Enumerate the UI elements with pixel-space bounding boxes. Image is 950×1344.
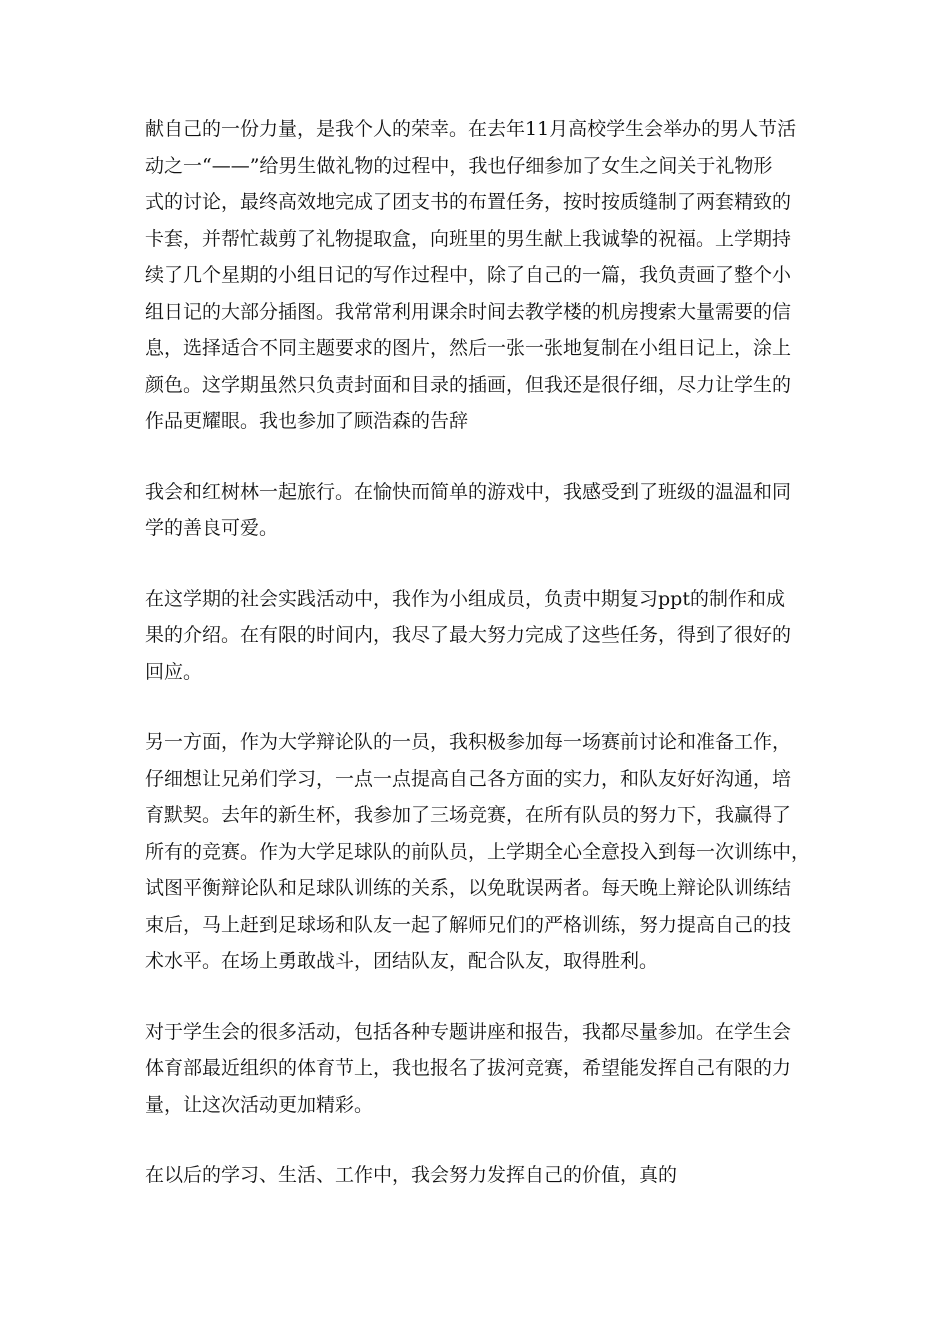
text-line: 另一方面，作为大学辩论队的一员，我积极参加每一场赛前讨论和准备工作， bbox=[145, 731, 792, 753]
text-line: 献自己的一份力量，是我个人的荣幸。在去年11月高校学生会举办的男人节活 bbox=[145, 118, 797, 140]
text-line: 作品更耀眼。我也参加了顾浩森的告辞 bbox=[145, 410, 469, 432]
text-line: 我会和红树林一起旅行。在愉快而简单的游戏中，我感受到了班级的温温和同 bbox=[145, 480, 792, 503]
text-line: 试图平衡辩论队和足球队训练的关系，以免耽误两者。每天晚上辩论队训练结 bbox=[145, 877, 792, 899]
paragraph-gap bbox=[145, 440, 810, 474]
text-line: 动之一“——”给男生做礼物的过程中，我也仔细参加了女生之间关于礼物形 bbox=[145, 154, 773, 177]
text-line: 在以后的学习、生活、工作中，我会努力发挥自己的价值，真的 bbox=[145, 1164, 678, 1186]
text-line: 组日记的大部分插图。我常常利用课余时间去教学楼的机房搜索大量需要的信 bbox=[145, 300, 792, 323]
text-line: 所有的竞赛。作为大学足球队的前队员，上学期全心全意投入到每一次训练中， bbox=[145, 840, 811, 863]
paragraph-3 bbox=[145, 581, 810, 691]
paragraph-4 bbox=[145, 724, 810, 980]
text-line: 对于学生会的很多活动，包括各种专题讲座和报告，我都尽量参加。在学生会 bbox=[145, 1020, 792, 1043]
text-line: 学的善良可爱。 bbox=[145, 517, 279, 539]
text-line: 在这学期的社会实践活动中，我作为小组成员，负责中期复习ppt的制作和成 bbox=[145, 587, 785, 610]
paragraph-2 bbox=[145, 474, 810, 547]
text-line: 续了几个星期的小组日记的写作过程中，除了自己的一篇，我负责画了整个小 bbox=[145, 264, 792, 286]
text-line: 果的介绍。在有限的时间内，我尽了最大努力完成了这些任务，得到了很好的 bbox=[145, 624, 792, 646]
text-line: 育默契。去年的新生杯，我参加了三场竞赛，在所有队员的努力下，我赢得了 bbox=[145, 804, 792, 826]
paragraph-gap bbox=[145, 547, 810, 581]
text-line: 式的讨论，最终高效地完成了团支书的布置任务，按时按质缝制了两套精致的 bbox=[145, 191, 792, 213]
paragraph-gap bbox=[145, 690, 810, 724]
paragraph-gap bbox=[145, 1123, 810, 1157]
text-line: 颜色。这学期虽然只负责封面和目录的插画，但我还是很仔细，尽力让学生的 bbox=[145, 373, 792, 396]
text-line: 量，让这次活动更加精彩。 bbox=[145, 1093, 374, 1116]
text-line: 息，选择适合不同主题要求的图片，然后一张一张地复制在小组日记上，涂上 bbox=[145, 337, 792, 359]
text-line: 仔细想让兄弟们学习，一点一点提高自己各方面的实力，和队友好好沟通，培 bbox=[145, 767, 792, 790]
text-line: 回应。 bbox=[145, 660, 203, 683]
paragraph-gap bbox=[145, 980, 810, 1014]
text-line: 束后，马上赶到足球场和队友一起了解师兄们的严格训练，努力提高自己的技 bbox=[145, 913, 792, 936]
paragraph-5 bbox=[145, 1014, 810, 1124]
text-line: 卡套，并帮忙裁剪了礼物提取盒，向班里的男生献上我诚挚的祝福。上学期持 bbox=[145, 227, 792, 250]
text-line: 术水平。在场上勇敢战斗，团结队友，配合队友，取得胜利。 bbox=[145, 950, 659, 972]
paragraph-6 bbox=[145, 1157, 810, 1194]
document-body bbox=[145, 111, 810, 1194]
text-line: 体育部最近组织的体育节上，我也报名了拔河竞赛，希望能发挥自己有限的力 bbox=[145, 1057, 792, 1079]
paragraph-1 bbox=[145, 111, 810, 440]
